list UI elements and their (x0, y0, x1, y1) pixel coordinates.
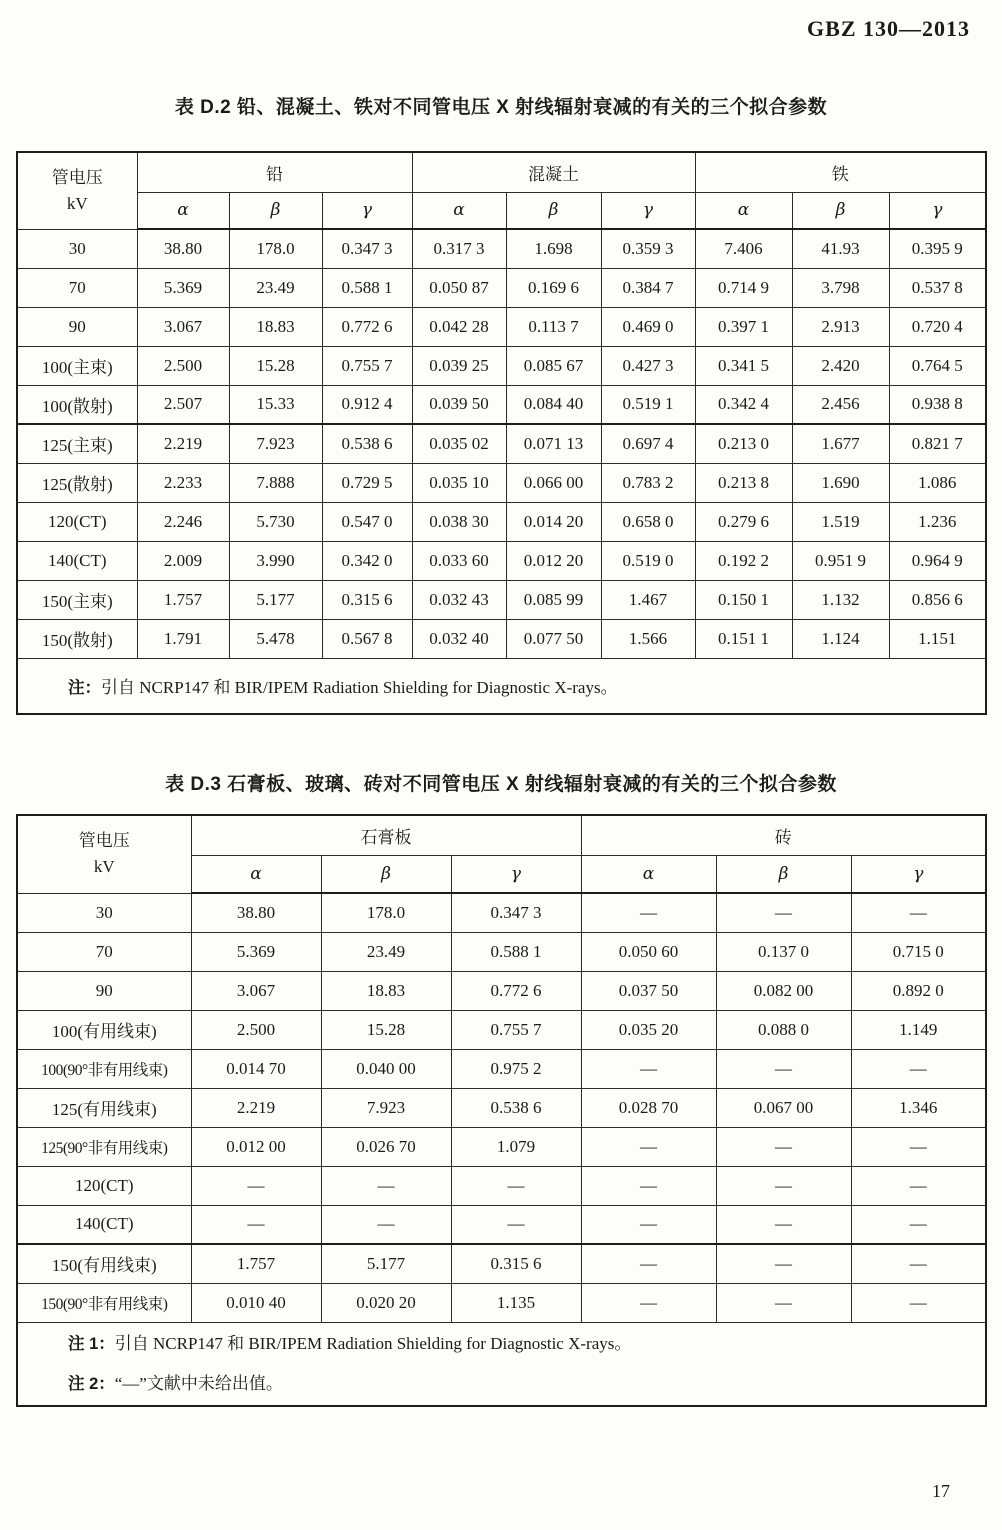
value-cell: 15.28 (229, 346, 322, 385)
value-cell: 0.697 4 (601, 424, 695, 463)
value-cell: 0.938 8 (889, 385, 986, 424)
value-cell: 0.720 4 (889, 307, 986, 346)
value-cell: 0.892 0 (851, 971, 986, 1010)
value-cell: 0.975 2 (451, 1049, 581, 1088)
value-cell: — (851, 1205, 986, 1244)
value-cell: 0.772 6 (322, 307, 412, 346)
value-cell: — (581, 893, 716, 932)
value-cell: 7.923 (229, 424, 322, 463)
kv-cell: 150(散射) (17, 619, 137, 658)
value-cell: 1.124 (792, 619, 889, 658)
kv-cell: 150(主束) (17, 580, 137, 619)
note-text: “—”文献中未给出值。 (114, 1373, 283, 1393)
value-cell: — (716, 1166, 851, 1205)
value-cell: 3.990 (229, 541, 322, 580)
value-cell: 1.698 (506, 229, 601, 268)
value-cell: — (581, 1127, 716, 1166)
tube-voltage-header (17, 815, 191, 893)
value-cell: 7.923 (321, 1088, 451, 1127)
value-cell: 0.032 43 (412, 580, 506, 619)
value-cell: 0.315 6 (451, 1244, 581, 1283)
value-cell: 0.039 25 (412, 346, 506, 385)
value-cell: 0.547 0 (322, 502, 412, 541)
value-cell: 0.050 60 (581, 932, 716, 971)
value-cell: 0.035 02 (412, 424, 506, 463)
param-header-gamma: γ (322, 192, 412, 229)
value-cell: 0.783 2 (601, 463, 695, 502)
group-header-brick: 砖 (581, 815, 986, 855)
value-cell: 2.913 (792, 307, 889, 346)
value-cell: 0.150 1 (695, 580, 792, 619)
value-cell: 1.677 (792, 424, 889, 463)
value-cell: 1.566 (601, 619, 695, 658)
value-cell: 0.347 3 (322, 229, 412, 268)
kv-cell: 120(CT) (17, 502, 137, 541)
value-cell: 2.507 (137, 385, 229, 424)
table-row (17, 1205, 986, 1244)
table-note-row (17, 658, 986, 714)
value-cell: 0.715 0 (851, 932, 986, 971)
value-cell: — (851, 1283, 986, 1322)
tube-voltage-unit: kV (93, 857, 115, 877)
value-cell: 0.755 7 (322, 346, 412, 385)
value-cell: 0.764 5 (889, 346, 986, 385)
value-cell: 0.067 00 (716, 1088, 851, 1127)
standard-number: GBZ 130—2013 (807, 16, 970, 41)
param-header-gamma: γ (601, 192, 695, 229)
param-header-alpha: α (137, 192, 229, 229)
value-cell: 1.467 (601, 580, 695, 619)
table-row (17, 815, 986, 855)
kv-cell: 100(散射) (17, 385, 137, 424)
value-cell: 0.537 8 (889, 268, 986, 307)
kv-cell: 125(有用线束) (17, 1088, 191, 1127)
value-cell: 0.519 1 (601, 385, 695, 424)
value-cell: 0.567 8 (322, 619, 412, 658)
kv-cell: 125(主束) (17, 424, 137, 463)
value-cell: 0.032 40 (412, 619, 506, 658)
value-cell: 0.035 10 (412, 463, 506, 502)
param-header-gamma: γ (889, 192, 986, 229)
value-cell: 41.93 (792, 229, 889, 268)
tube-voltage-label: 管电压 (51, 167, 103, 187)
value-cell: 0.317 3 (412, 229, 506, 268)
value-cell: 0.169 6 (506, 268, 601, 307)
value-cell: — (716, 1127, 851, 1166)
value-cell: 0.856 6 (889, 580, 986, 619)
param-header-beta: β (716, 855, 851, 893)
value-cell: 2.219 (191, 1088, 321, 1127)
value-cell: 0.538 6 (451, 1088, 581, 1127)
table-note-row (17, 1322, 986, 1406)
kv-cell: 100(主束) (17, 346, 137, 385)
value-cell: 0.113 7 (506, 307, 601, 346)
value-cell: — (191, 1205, 321, 1244)
value-cell: 0.384 7 (601, 268, 695, 307)
value-cell: 0.347 3 (451, 893, 581, 932)
group-header-iron: 铁 (695, 152, 986, 192)
value-cell: 0.341 5 (695, 346, 792, 385)
value-cell: 0.012 00 (191, 1127, 321, 1166)
param-header-beta: β (229, 192, 322, 229)
value-cell: 0.714 9 (695, 268, 792, 307)
table-notes (17, 1322, 986, 1406)
table-d2-title: 表 D.2 铅、混凝土、铁对不同管电压 X 射线辐射衰减的有关的三个拟合参数 (174, 97, 828, 118)
value-cell: 0.085 67 (506, 346, 601, 385)
value-cell: — (851, 893, 986, 932)
value-cell: 18.83 (229, 307, 322, 346)
value-cell: — (716, 1244, 851, 1283)
value-cell: — (716, 1049, 851, 1088)
value-cell: 1.151 (889, 619, 986, 658)
value-cell: 0.427 3 (601, 346, 695, 385)
kv-cell: 30 (17, 893, 191, 932)
value-cell: 0.755 7 (451, 1010, 581, 1049)
value-cell: — (321, 1205, 451, 1244)
value-cell: 0.071 13 (506, 424, 601, 463)
value-cell: 0.082 00 (716, 971, 851, 1010)
value-cell: 2.456 (792, 385, 889, 424)
value-cell: 0.588 1 (322, 268, 412, 307)
value-cell: 0.026 70 (321, 1127, 451, 1166)
kv-cell: 30 (17, 229, 137, 268)
value-cell: 1.132 (792, 580, 889, 619)
value-cell: 0.213 0 (695, 424, 792, 463)
table-row (17, 346, 986, 385)
value-cell: 0.014 70 (191, 1049, 321, 1088)
value-cell: 0.538 6 (322, 424, 412, 463)
value-cell: 0.519 0 (601, 541, 695, 580)
value-cell: 0.342 0 (322, 541, 412, 580)
table-note (17, 658, 986, 714)
value-cell: 0.213 8 (695, 463, 792, 502)
table-row (17, 541, 986, 580)
value-cell: 0.077 50 (506, 619, 601, 658)
value-cell: 0.279 6 (695, 502, 792, 541)
tube-voltage-header (17, 152, 137, 229)
value-cell: 0.010 40 (191, 1283, 321, 1322)
value-cell: 2.009 (137, 541, 229, 580)
value-cell: 0.192 2 (695, 541, 792, 580)
value-cell: 1.079 (451, 1127, 581, 1166)
param-header-alpha: α (581, 855, 716, 893)
value-cell: 0.038 30 (412, 502, 506, 541)
value-cell: 0.469 0 (601, 307, 695, 346)
value-cell: 0.033 60 (412, 541, 506, 580)
value-cell: 2.219 (137, 424, 229, 463)
value-cell: 0.050 87 (412, 268, 506, 307)
value-cell: 3.067 (137, 307, 229, 346)
value-cell: 0.088 0 (716, 1010, 851, 1049)
tube-voltage-label: 管电压 (78, 831, 130, 851)
value-cell: 0.014 20 (506, 502, 601, 541)
value-cell: 0.040 00 (321, 1049, 451, 1088)
value-cell: 1.086 (889, 463, 986, 502)
param-header-beta: β (792, 192, 889, 229)
value-cell: 0.066 00 (506, 463, 601, 502)
value-cell: 0.951 9 (792, 541, 889, 580)
value-cell: 1.690 (792, 463, 889, 502)
kv-cell: 125(90°非有用线束) (17, 1127, 191, 1166)
table-row (17, 1049, 986, 1088)
value-cell: — (451, 1205, 581, 1244)
value-cell: 23.49 (321, 932, 451, 971)
table-row (17, 893, 986, 932)
value-cell: 2.246 (137, 502, 229, 541)
kv-cell: 100(有用线束) (17, 1010, 191, 1049)
value-cell: 0.039 50 (412, 385, 506, 424)
kv-cell: 125(散射) (17, 463, 137, 502)
table-row (17, 1088, 986, 1127)
value-cell: — (581, 1049, 716, 1088)
value-cell: 178.0 (229, 229, 322, 268)
value-cell: 0.821 7 (889, 424, 986, 463)
table-row (17, 307, 986, 346)
table-row (17, 1010, 986, 1049)
value-cell: — (581, 1283, 716, 1322)
value-cell: 15.33 (229, 385, 322, 424)
table-row (17, 268, 986, 307)
table-row (17, 192, 986, 229)
value-cell: 0.151 1 (695, 619, 792, 658)
value-cell: — (321, 1166, 451, 1205)
value-cell: 0.020 20 (321, 1283, 451, 1322)
kv-cell: 140(CT) (17, 541, 137, 580)
value-cell: 2.500 (191, 1010, 321, 1049)
value-cell: 5.177 (321, 1244, 451, 1283)
param-header-beta: β (506, 192, 601, 229)
table-row (17, 152, 986, 192)
value-cell: 0.772 6 (451, 971, 581, 1010)
value-cell: 2.420 (792, 346, 889, 385)
table-d3-title: 表 D.3 石膏板、玻璃、砖对不同管电压 X 射线辐射衰减的有关的三个拟合参数 (165, 774, 837, 795)
value-cell: 0.359 3 (601, 229, 695, 268)
value-cell: 0.588 1 (451, 932, 581, 971)
value-cell: — (851, 1166, 986, 1205)
group-header-lead: 铅 (137, 152, 412, 192)
value-cell: — (851, 1049, 986, 1088)
param-header-alpha: α (412, 192, 506, 229)
group-header-gypsum-board: 石膏板 (191, 815, 581, 855)
table-row (17, 502, 986, 541)
value-cell: 1.791 (137, 619, 229, 658)
value-cell: — (851, 1244, 986, 1283)
value-cell: — (451, 1166, 581, 1205)
value-cell: 0.012 20 (506, 541, 601, 580)
value-cell: 178.0 (321, 893, 451, 932)
note-label: 注 2： (68, 1374, 115, 1393)
note-text: 引自 NCRP147 和 BIR/IPEM Radiation Shielding for Diagnostic X-rays。 (114, 1333, 632, 1353)
value-cell: 0.658 0 (601, 502, 695, 541)
value-cell: 1.135 (451, 1283, 581, 1322)
param-header-gamma: γ (851, 855, 986, 893)
value-cell: 18.83 (321, 971, 451, 1010)
param-header-alpha: α (191, 855, 321, 893)
note-text: 引自 NCRP147 和 BIR/IPEM Radiation Shielding for Diagnostic X-rays。 (101, 678, 618, 698)
value-cell: 3.798 (792, 268, 889, 307)
value-cell: 0.084 40 (506, 385, 601, 424)
value-cell: 1.757 (191, 1244, 321, 1283)
table-row (17, 424, 986, 463)
kv-cell: 150(有用线束) (17, 1244, 191, 1283)
kv-cell: 90 (17, 307, 137, 346)
value-cell: 0.137 0 (716, 932, 851, 971)
value-cell: 2.500 (137, 346, 229, 385)
param-header-beta: β (321, 855, 451, 893)
value-cell: — (716, 1283, 851, 1322)
value-cell: 5.730 (229, 502, 322, 541)
table-row (17, 1283, 986, 1322)
kv-cell: 140(CT) (17, 1205, 191, 1244)
value-cell: 0.912 4 (322, 385, 412, 424)
table-row (17, 580, 986, 619)
value-cell: 7.406 (695, 229, 792, 268)
page-number: 17 (932, 1481, 950, 1501)
value-cell: 7.888 (229, 463, 322, 502)
value-cell: 2.233 (137, 463, 229, 502)
table-row (17, 1244, 986, 1283)
kv-cell: 70 (17, 932, 191, 971)
note-line (68, 1364, 985, 1404)
note-label: 注： (68, 679, 101, 698)
value-cell: — (581, 1244, 716, 1283)
note-line (68, 1324, 985, 1364)
kv-cell: 120(CT) (17, 1166, 191, 1205)
value-cell: 1.149 (851, 1010, 986, 1049)
value-cell: 0.035 20 (581, 1010, 716, 1049)
value-cell: — (581, 1166, 716, 1205)
param-header-gamma: γ (451, 855, 581, 893)
value-cell: 3.067 (191, 971, 321, 1010)
value-cell: — (581, 1205, 716, 1244)
table-row (17, 1127, 986, 1166)
tube-voltage-unit: kV (66, 193, 88, 213)
value-cell: 0.964 9 (889, 541, 986, 580)
value-cell: 38.80 (191, 893, 321, 932)
value-cell: 0.342 4 (695, 385, 792, 424)
value-cell: 0.028 70 (581, 1088, 716, 1127)
value-cell: 0.315 6 (322, 580, 412, 619)
value-cell: 1.346 (851, 1088, 986, 1127)
table-row (17, 229, 986, 268)
table-row (17, 1166, 986, 1205)
table-d3 (16, 814, 987, 1407)
table-row (17, 971, 986, 1010)
table-row (17, 463, 986, 502)
value-cell: — (716, 893, 851, 932)
value-cell: — (851, 1127, 986, 1166)
value-cell: 0.397 1 (695, 307, 792, 346)
group-header-concrete: 混凝土 (412, 152, 695, 192)
table-row (17, 619, 986, 658)
param-header-alpha: α (695, 192, 792, 229)
value-cell: 5.478 (229, 619, 322, 658)
value-cell: 15.28 (321, 1010, 451, 1049)
value-cell: 0.395 9 (889, 229, 986, 268)
value-cell: 5.369 (191, 932, 321, 971)
value-cell: 38.80 (137, 229, 229, 268)
value-cell: 0.037 50 (581, 971, 716, 1010)
kv-cell: 100(90°非有用线束) (17, 1049, 191, 1088)
value-cell: 5.177 (229, 580, 322, 619)
kv-cell: 90 (17, 971, 191, 1010)
value-cell: — (716, 1205, 851, 1244)
value-cell: 0.085 99 (506, 580, 601, 619)
kv-cell: 150(90°非有用线束) (17, 1283, 191, 1322)
value-cell: 1.236 (889, 502, 986, 541)
note-label: 注 1： (68, 1334, 115, 1353)
table-d2 (16, 151, 987, 715)
table-row (17, 385, 986, 424)
value-cell: 1.519 (792, 502, 889, 541)
value-cell: 5.369 (137, 268, 229, 307)
kv-cell: 70 (17, 268, 137, 307)
value-cell: 1.757 (137, 580, 229, 619)
table-row (17, 932, 986, 971)
value-cell: — (191, 1166, 321, 1205)
value-cell: 23.49 (229, 268, 322, 307)
value-cell: 0.042 28 (412, 307, 506, 346)
value-cell: 0.729 5 (322, 463, 412, 502)
